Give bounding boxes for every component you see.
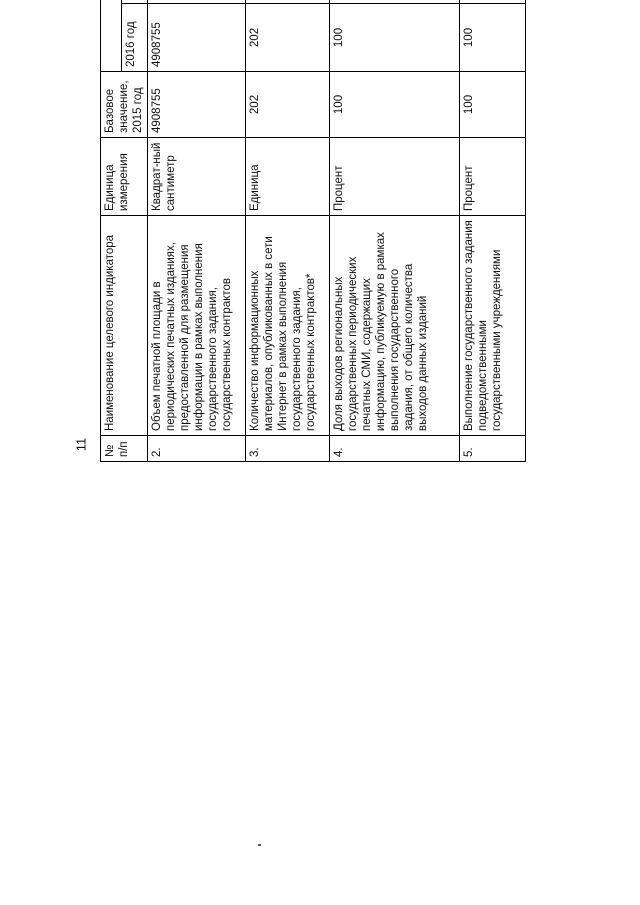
header-row-1 — [101, 0, 122, 462]
header-base: Базовое значение, 2015 год — [101, 72, 148, 138]
row-name: Объем печатной площади в периодических печатных изданиях, предоставленной для размещения информации в рамках выполнения государственного задания, государственных контрактов — [148, 216, 246, 436]
row-value — [148, 0, 246, 4]
row-num: 2. — [148, 436, 246, 462]
row-unit: Процент — [330, 138, 460, 216]
row-base: 100 — [460, 72, 526, 138]
header-unit: Единица измерения — [101, 138, 148, 216]
row-unit: Единица — [246, 138, 330, 216]
table-row — [460, 0, 526, 462]
table-row — [330, 0, 460, 462]
row-num: 4. — [330, 436, 460, 462]
row-value: 100 — [330, 4, 460, 72]
row-value: 202 — [246, 4, 330, 72]
row-unit: Процент — [460, 138, 526, 216]
row-value — [246, 0, 330, 4]
rotated-table-container — [100, 0, 638, 462]
row-unit: Квадрат-ный сантиметр — [148, 138, 246, 216]
header-plan — [101, 0, 122, 72]
page-number: 11 — [73, 437, 89, 452]
row-name: Выполнение государственного задания подведомственными государственными учреждениями — [460, 216, 526, 436]
row-base: 202 — [246, 72, 330, 138]
row-value: 4908755 — [148, 4, 246, 72]
table-row — [246, 0, 330, 462]
row-base: 100 — [330, 72, 460, 138]
row-value: 100 — [460, 4, 526, 72]
header-name: Наименование целевого индикатора — [101, 216, 148, 436]
row-value — [460, 0, 526, 4]
indicators-table — [100, 0, 526, 462]
header-year: 2016 год — [122, 4, 148, 72]
row-name: Количество информационных материалов, опубликованных в сети Интернет в рамках выполнения государственного задания, государственных контрактов* — [246, 216, 330, 436]
table-row — [148, 0, 246, 462]
header-num: № п/п — [101, 436, 148, 462]
row-name: Доля выходов региональных государственных периодических печатных СМИ, содержащих информацию, публикуемую в рамках выполнения государственного задания, от общего количества выходов данных изданий — [330, 216, 460, 436]
row-base: 4908755 — [148, 72, 246, 138]
row-num: 5. — [460, 436, 526, 462]
row-value — [330, 0, 460, 4]
header-year — [122, 0, 148, 4]
scan-dot — [258, 844, 261, 846]
row-num: 3. — [246, 436, 330, 462]
